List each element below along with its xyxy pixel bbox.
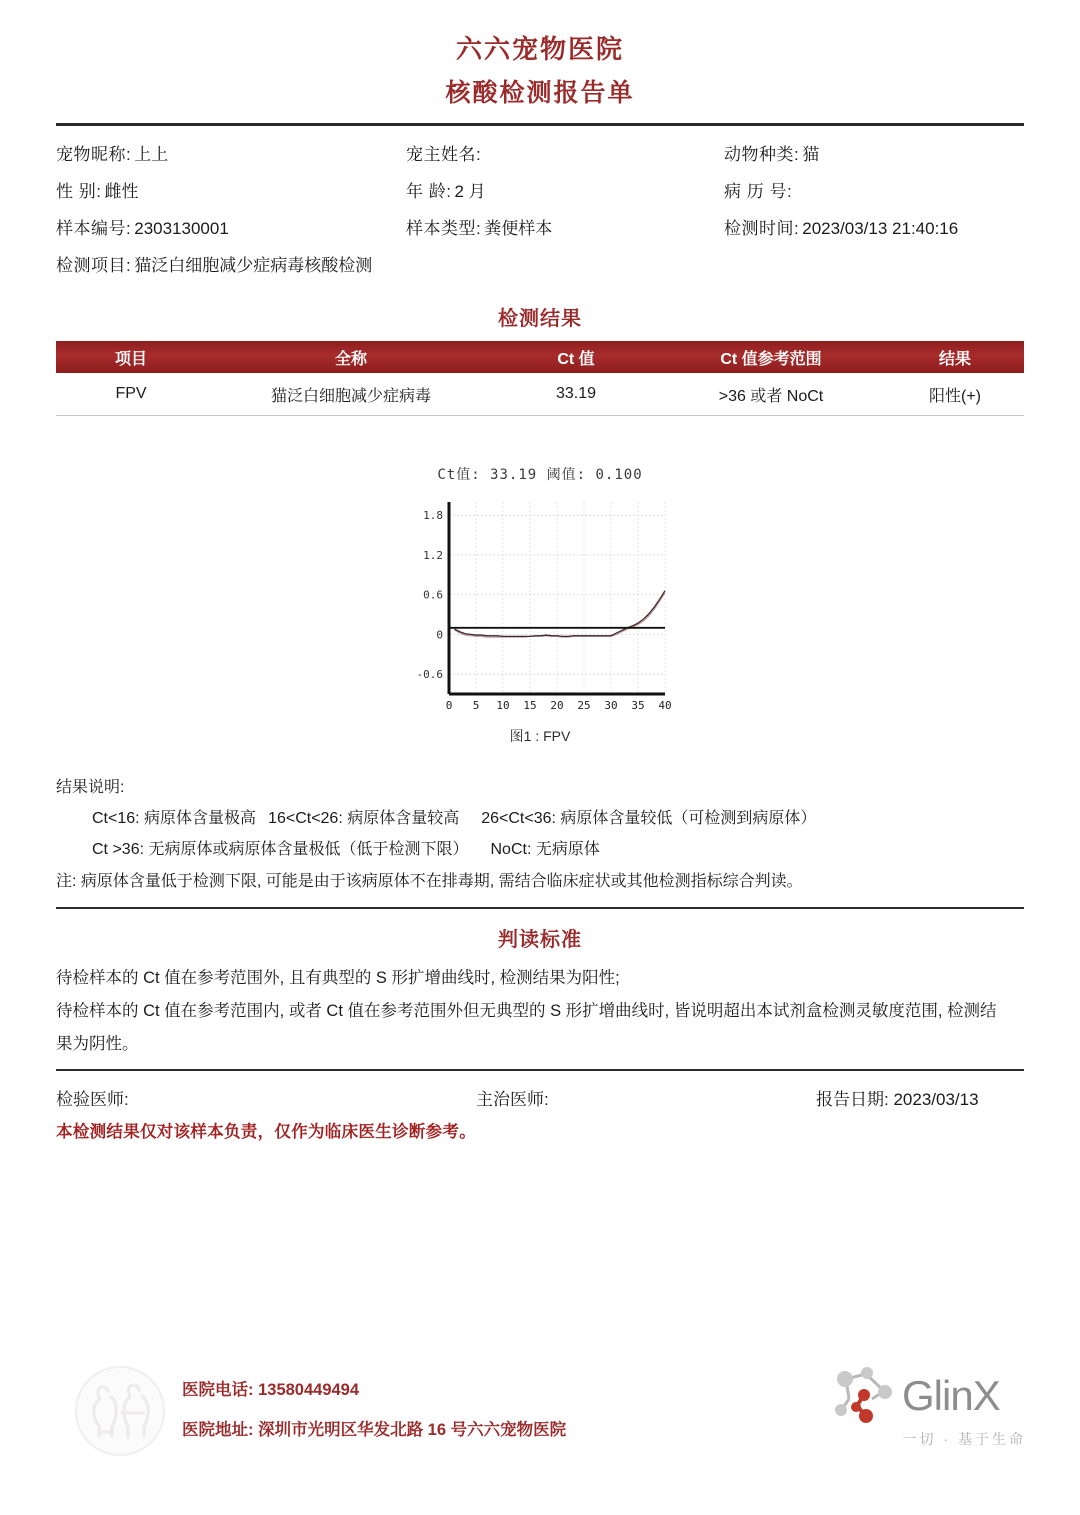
criteria-line-1: 待检样本的 Ct 值在参考范围外, 且有典型的 S 形扩增曲线时, 检测结果为阳性; xyxy=(56,968,620,987)
footer-address-value: 深圳市光明区华发北路 16 号六六宠物医院 xyxy=(258,1421,567,1439)
footer-phone-value: 13580449494 xyxy=(258,1381,360,1400)
owner-field xyxy=(406,140,724,165)
test-time-label: 检测时间: xyxy=(724,219,800,238)
criteria-body xyxy=(56,962,1024,1069)
brand-tagline: 一切 · 基于生命 xyxy=(902,1431,1026,1447)
amplification-chart xyxy=(0,464,1080,746)
sample-no-label: 样本编号: xyxy=(56,219,132,238)
table-row xyxy=(56,373,1024,416)
footer-phone-label: 医院电话: xyxy=(182,1381,254,1400)
svg-text:-0.6: -0.6 xyxy=(416,668,443,682)
species-value: 猫 xyxy=(802,145,820,164)
column-header-result: 结果 xyxy=(938,350,971,368)
info-row xyxy=(56,251,1024,288)
molecule-logo-icon xyxy=(832,1365,898,1427)
chart-plot xyxy=(405,494,675,724)
criteria-line-2: 待检样本的 Ct 值在参考范围内, 或者 Ct 值在参考范围外但无典型的 S 形扩增曲线时, 皆说明超出本试剂盒检测灵敏度范围, 检测结 xyxy=(56,1001,997,1020)
svg-text:40: 40 xyxy=(658,699,672,712)
test-time-field xyxy=(724,214,1024,239)
svg-text:0: 0 xyxy=(436,628,443,642)
notes-range-5: NoCt: 无病原体 xyxy=(490,841,600,859)
criteria-section-title: 判读标准 xyxy=(498,928,582,951)
cell-item: FPV xyxy=(115,385,147,402)
age-field xyxy=(406,177,724,202)
column-header-fullname: 全称 xyxy=(334,350,367,368)
pet-name-value: 上上 xyxy=(134,145,169,164)
pet-watermark-icon xyxy=(70,1361,170,1461)
footer-phone xyxy=(182,1371,566,1411)
test-item-field xyxy=(56,251,372,276)
sex-value: 雌性 xyxy=(104,182,139,201)
record-no-label: 病 历 号: xyxy=(724,182,793,201)
svg-text:35: 35 xyxy=(631,699,645,712)
chart-title: Ct值: 33.19 阈值: 0.100 xyxy=(437,467,643,483)
cell-ct-range: >36 或者 NoCt xyxy=(718,387,824,405)
record-no-field xyxy=(724,177,1024,202)
notes-line-2 xyxy=(56,834,1024,865)
cell-result: 阳性(+) xyxy=(928,387,981,405)
column-header-ct: Ct 值 xyxy=(557,350,595,368)
results-section-title: 检测结果 xyxy=(498,308,582,330)
report-header xyxy=(0,0,1080,113)
owner-label: 宠主姓名: xyxy=(406,145,482,164)
sample-no-field xyxy=(56,214,406,239)
test-time-value: 2023/03/13 21:40:16 xyxy=(802,219,959,238)
report-date-label: 报告日期: xyxy=(816,1089,889,1109)
report-date-field xyxy=(816,1085,1016,1110)
notes-range-4: Ct >36: 无病原体或病原体含量极低（低于检测下限） xyxy=(92,841,469,859)
pet-name-label: 宠物昵称: xyxy=(56,145,132,164)
svg-text:20: 20 xyxy=(550,699,564,712)
info-row xyxy=(56,214,1024,251)
sample-type-label: 样本类型: xyxy=(406,219,482,238)
svg-text:1.2: 1.2 xyxy=(423,548,443,562)
report-date-value: 2023/03/13 xyxy=(893,1089,979,1109)
attending-doctor-field xyxy=(476,1085,816,1110)
age-value: 2 月 xyxy=(454,182,486,201)
svg-text:10: 10 xyxy=(496,699,510,712)
info-row xyxy=(56,140,1024,177)
notes-range-3: 26<Ct<36: 病原体含量较低（可检测到病原体） xyxy=(481,810,817,828)
footer-contact xyxy=(70,1361,566,1461)
sex-field xyxy=(56,177,406,202)
species-label: 动物种类: xyxy=(724,145,800,164)
footer-address-label: 医院地址: xyxy=(182,1421,254,1439)
disclaimer-text: 本检测结果仅对该样本负责，仅作为临床医生诊断参考。 xyxy=(56,1122,476,1141)
svg-text:1.8: 1.8 xyxy=(423,509,443,523)
svg-text:5: 5 xyxy=(472,699,480,712)
report-title: 核酸检测报告单 xyxy=(445,79,635,107)
info-row xyxy=(56,177,1024,214)
test-item-value: 猫泛白细胞减少症病毒核酸检测 xyxy=(134,256,373,275)
column-header-range: Ct 值参考范围 xyxy=(720,350,822,368)
brand-row xyxy=(832,1365,1032,1427)
cell-ct-value: 33.19 xyxy=(555,385,597,402)
svg-text:0.6: 0.6 xyxy=(423,588,443,602)
criteria-line-3: 果为阴性。 xyxy=(56,1034,139,1053)
notes-range-2: 16<Ct<26: 病原体含量较高 xyxy=(268,810,460,828)
svg-text:25: 25 xyxy=(577,699,591,712)
column-header-item: 项目 xyxy=(114,350,147,368)
page-footer xyxy=(0,1361,1080,1491)
age-label: 年 龄: xyxy=(406,182,452,201)
svg-text:0: 0 xyxy=(445,699,453,712)
inspector-field xyxy=(56,1085,476,1110)
brand-name: GlinX xyxy=(902,1372,1000,1419)
signature-row xyxy=(56,1071,1024,1110)
species-field xyxy=(724,140,1024,165)
chart-caption: 图1 : FPV xyxy=(509,728,571,744)
attending-doctor-label: 主治医师: xyxy=(476,1089,549,1109)
notes-heading: 结果说明: xyxy=(56,779,125,796)
sample-no-value: 2303130001 xyxy=(134,219,229,238)
svg-text:30: 30 xyxy=(604,699,618,712)
brand-logo xyxy=(832,1365,1032,1449)
notes-range-1: Ct<16: 病原体含量极高 xyxy=(92,810,257,828)
sex-label: 性 别: xyxy=(56,182,102,201)
results-table xyxy=(56,341,1024,416)
notes-line-1 xyxy=(56,803,1024,834)
footer-address xyxy=(182,1411,566,1451)
hospital-name: 六六宠物医院 xyxy=(455,34,624,64)
test-item-label: 检测项目: xyxy=(56,256,132,275)
table-header-row xyxy=(56,341,1024,373)
cell-fullname: 猫泛白细胞减少症病毒 xyxy=(270,387,431,405)
inspector-label: 检验医师: xyxy=(56,1089,129,1109)
notes-line-3: 注: 病原体含量低于检测下限, 可能是由于该病原体不在排毒期, 需结合临床症状或其他检测指标综合判读。 xyxy=(56,872,803,890)
pet-name-field xyxy=(56,140,406,165)
sample-type-field xyxy=(406,214,724,239)
svg-text:15: 15 xyxy=(523,699,537,712)
patient-info xyxy=(56,126,1024,288)
sample-type-value: 粪便样本 xyxy=(484,219,553,238)
result-notes xyxy=(56,772,1024,897)
